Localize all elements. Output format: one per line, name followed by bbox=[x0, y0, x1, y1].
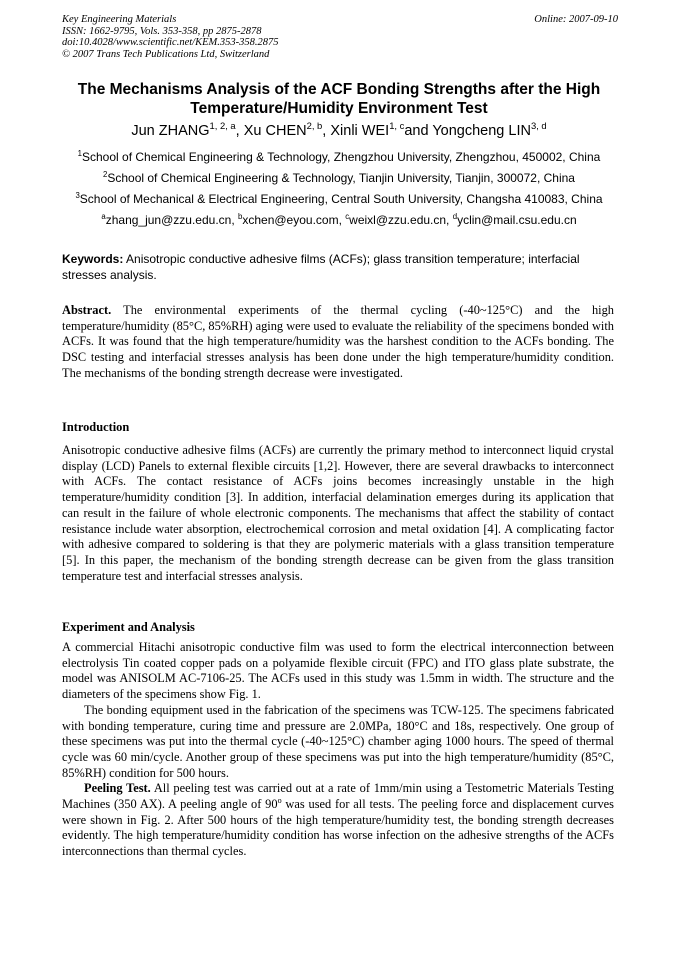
author-list: Jun ZHANG$^{1, 2, a}$, Xu CHEN$^{2, b}$, Xinli WEI$^{1, c}$and Yongcheng LIN$^{3, d}$ bbox=[131, 120, 547, 139]
introduction-heading: Introduction bbox=[62, 420, 130, 434]
introduction-text: Anisotropic conductive adhesive films (ACFs) are currently the primary method to interconnect liquid crystal display (LCD) Panels to external flexible circuits [1,2]. However, there are several drawbacks to interconnect with ACFs. The contact resistance of ACFs joins becomes increasingly unstable in the high temperature/humidity condition [3]. In addition, interfacial delamination emerges during its application that can result in the failure of whole electronic components. The mechanisms that affect the stability of contact resistance include water absorption, electrochemical corrosion and metal oxidation [4]. A complicating factor with adhesive compared to soldering is that they are polymeric materials with a glass transition temperature [5]. In this paper, the mechanism of the bonding strength decrease can be given from the glass transition temperature test and interfacial stresses analysis. bbox=[62, 443, 614, 583]
experiment-paragraph-2: The bonding equipment used in the fabrication of the specimens was TCW-125. The specimens fabricated with bonding temperature, curing time and pressure are 2.0MPa, 180°C and 18s, respectively. One group of these specimens was put into the thermal cycle (-40~125°C) chamber aging 1000 hours. The speed of thermal cycle was 60 min/cycle. Another group of these specimens was put into the high temperature/humidity (85°C, 85%RH) condition for 500 hours. bbox=[62, 702, 614, 780]
affiliation-1: $^1$School of Chemical Engineering & Technology, Zhengzhou University, Zhengzhou, 450002, China bbox=[77, 149, 601, 164]
author-name: Xu CHEN bbox=[243, 123, 307, 139]
author-affiliation-mark: 1, 2, a bbox=[209, 120, 236, 132]
issn-line: ISSN: 1662-9795, Vols. 353-358, pp 2875-2878 bbox=[62, 25, 262, 37]
author-affiliation-mark: 2, b bbox=[306, 120, 323, 132]
keywords-text: Anisotropic conductive adhesive films (ACFs); glass transition temperature; interfacial stresses analysis. bbox=[62, 252, 580, 282]
email-list: $^a$zhang_jun@zzu.edu.cn, $^b$xchen@eyou.com, $^c$weixl@zzu.edu.cn, $^d$yclin@mail.csu.edu.cn bbox=[101, 212, 577, 227]
peeling-test-paragraph: Peeling Test. All peeling test was carried out at a rate of 1mm/min using a Testometric Materials Testing Machines (350 AX). A peeling angle of 90$^o$ was used for all tests. The peeling force and displacement curves were shown in Fig. 2. After 500 hours of the high temperature/humidity test, the bonding strength decreases evidently. The high temperature/humidity condition has worse infection on the adhesive strengths of the ACFs interconnections than thermal cycles. bbox=[62, 781, 614, 859]
paper-title: The Mechanisms Analysis of the ACF Bonding Strengths after the High Temperature/Humidity Environment Test bbox=[77, 81, 601, 117]
author-name: Jun ZHANG bbox=[131, 123, 210, 139]
abstract bbox=[62, 303, 614, 382]
author-affiliation-mark: 3, d bbox=[530, 120, 547, 132]
email-link[interactable]: xchen@eyou.com, bbox=[242, 213, 346, 227]
email-link[interactable]: weixl@zzu.edu.cn, bbox=[349, 213, 453, 227]
experiment-paragraph-1: A commercial Hitachi anisotropic conductive film was used to form the electrical interconnection between electrolysis Tin coated copper pads on a polyamide flexible circuit (FPC) and ITO glass plate substrate, the model was ANISOLM AC-7106-25. The ACFs used in this study was 1.5mm in width. The structure and the diameters of the specimens show Fig. 1. bbox=[62, 640, 614, 702]
abstract-text: The environmental experiments of the thermal cycling (-40~125°C) and the high temperature/humidity (85°C, 85%RH) aging were used to evaluate the reliability of the specimens bonded with ACFs. It was found that the high temperature/humidity was the harshest condition to the ACFs bonding. The DSC testing and interfacial stresses analysis has been done under the high temperature/humidity condition. The mechanisms of the bonding strength decrease were investigated. bbox=[62, 303, 614, 380]
doi-line: doi:10.4028/www.scientific.net/KEM.353-358.2875 bbox=[62, 37, 279, 48]
journal-name: Key Engineering Materials bbox=[62, 14, 177, 25]
copyright-line: © 2007 Trans Tech Publications Ltd, Switzerland bbox=[62, 48, 270, 60]
keywords-label: Keywords: bbox=[62, 252, 124, 266]
journal-header bbox=[62, 14, 618, 60]
email-link[interactable]: yclin@mail.csu.edu.cn bbox=[457, 213, 577, 227]
author-name: Xinli WEI bbox=[330, 123, 390, 139]
affiliation-2: $^2$School of Chemical Engineering & Technology, Tianjin University, Tianjin, 300072, China bbox=[103, 170, 575, 185]
keywords bbox=[62, 251, 614, 283]
author-affiliation-mark: 1, c bbox=[389, 120, 405, 132]
email-link[interactable]: zhang_jun@zzu.edu.cn, bbox=[105, 213, 238, 227]
author-name: and Yongcheng LIN bbox=[404, 123, 531, 139]
abstract-label: Abstract. bbox=[62, 303, 112, 317]
affiliation-3: $^3$School of Mechanical & Electrical Engineering, Central South University, Changsha 410083, China bbox=[75, 191, 603, 206]
peeling-test-label: Peeling Test. bbox=[84, 781, 151, 796]
online-date: Online: 2007-09-10 bbox=[534, 14, 618, 25]
experiment-section bbox=[62, 640, 614, 860]
experiment-heading: Experiment and Analysis bbox=[62, 620, 195, 634]
